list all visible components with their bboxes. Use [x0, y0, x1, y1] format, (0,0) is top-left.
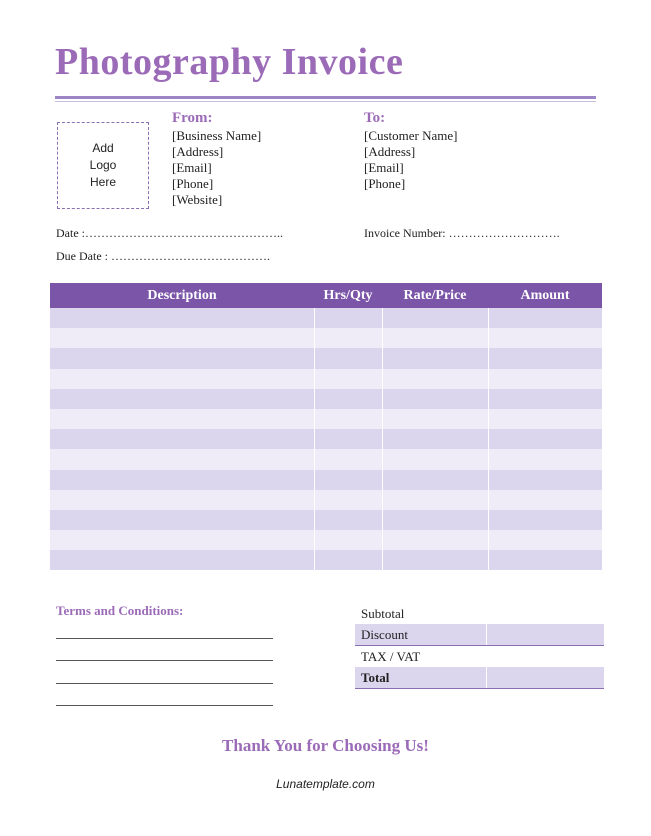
- total-row: [355, 667, 604, 689]
- amount-cell[interactable]: [488, 308, 602, 328]
- from-heading: From:: [172, 110, 213, 126]
- header-hrs-qty: Hrs/Qty: [314, 283, 382, 308]
- rate-price-cell[interactable]: [382, 449, 488, 469]
- hrs-qty-cell[interactable]: [314, 449, 382, 469]
- totals-table: [355, 603, 604, 689]
- table-row: [50, 308, 602, 328]
- description-cell[interactable]: [50, 348, 314, 368]
- logo-placeholder[interactable]: [57, 122, 149, 209]
- amount-cell[interactable]: [488, 530, 602, 550]
- amount-cell[interactable]: [488, 510, 602, 530]
- description-cell[interactable]: [50, 429, 314, 449]
- amount-cell[interactable]: [488, 429, 602, 449]
- hrs-qty-cell[interactable]: [314, 389, 382, 409]
- table-row: [50, 530, 602, 550]
- amount-cell[interactable]: [488, 470, 602, 490]
- date-field[interactable]: Date :…………………………………………..: [56, 226, 283, 240]
- from-address[interactable]: [Address]: [172, 144, 224, 159]
- title-divider: [55, 96, 596, 99]
- to-phone[interactable]: [Phone]: [364, 176, 406, 191]
- invoice-number-field[interactable]: Invoice Number: ……………………….: [364, 226, 560, 240]
- rate-price-cell[interactable]: [382, 328, 488, 348]
- table-row: [50, 490, 602, 510]
- thank-you-message: Thank You for Choosing Us!: [222, 736, 429, 755]
- to-customer-name[interactable]: [Customer Name]: [364, 128, 458, 143]
- rate-price-cell[interactable]: [382, 550, 488, 570]
- hrs-qty-cell[interactable]: [314, 490, 382, 510]
- table-header-row: [50, 283, 602, 308]
- subtotal-label: Subtotal: [361, 605, 405, 621]
- rate-price-cell[interactable]: [382, 429, 488, 449]
- terms-line[interactable]: [56, 660, 273, 661]
- table-row: [50, 449, 602, 469]
- description-cell[interactable]: [50, 409, 314, 429]
- header-description: Description: [50, 283, 314, 308]
- table-row: [50, 510, 602, 530]
- table-row: [50, 348, 602, 368]
- hrs-qty-cell[interactable]: [314, 348, 382, 368]
- from-block: [172, 110, 261, 208]
- header-amount: Amount: [488, 283, 602, 308]
- line-items-table: [50, 283, 602, 570]
- amount-cell[interactable]: [488, 490, 602, 510]
- subtotal-row: [355, 603, 604, 624]
- table-row: [50, 389, 602, 409]
- table-row: [50, 328, 602, 348]
- description-cell[interactable]: [50, 389, 314, 409]
- total-label: Total: [355, 667, 486, 689]
- hrs-qty-cell[interactable]: [314, 550, 382, 570]
- amount-cell[interactable]: [488, 369, 602, 389]
- description-cell[interactable]: [50, 550, 314, 570]
- line-items-body: [50, 308, 602, 570]
- subtotal-value[interactable]: [486, 603, 604, 624]
- description-cell[interactable]: [50, 449, 314, 469]
- table-row: [50, 470, 602, 490]
- footer-website[interactable]: Lunatemplate.com: [276, 777, 375, 791]
- from-email[interactable]: [Email]: [172, 160, 212, 175]
- to-email[interactable]: [Email]: [364, 160, 404, 175]
- description-cell[interactable]: [50, 510, 314, 530]
- terms-heading: Terms and Conditions:: [56, 603, 184, 618]
- rate-price-cell[interactable]: [382, 530, 488, 550]
- amount-cell[interactable]: [488, 328, 602, 348]
- description-cell[interactable]: [50, 308, 314, 328]
- amount-cell[interactable]: [488, 550, 602, 570]
- invoice-title: Photography Invoice: [55, 41, 404, 83]
- hrs-qty-cell[interactable]: [314, 328, 382, 348]
- from-business-name[interactable]: [Business Name]: [172, 128, 262, 143]
- to-address[interactable]: [Address]: [364, 144, 416, 159]
- rate-price-cell[interactable]: [382, 308, 488, 328]
- tax-value[interactable]: [486, 646, 604, 668]
- table-row: [50, 409, 602, 429]
- hrs-qty-cell[interactable]: [314, 409, 382, 429]
- tax-label: TAX / VAT: [361, 648, 421, 664]
- amount-cell[interactable]: [488, 409, 602, 429]
- to-block: [364, 110, 458, 192]
- description-cell[interactable]: [50, 530, 314, 550]
- table-row: [50, 550, 602, 570]
- logo-placeholder-text: Add Logo Here: [89, 141, 117, 189]
- discount-label: Discount: [355, 624, 486, 646]
- hrs-qty-cell[interactable]: [314, 510, 382, 530]
- rate-price-cell[interactable]: [382, 389, 488, 409]
- discount-value[interactable]: [486, 624, 604, 646]
- terms-line[interactable]: [56, 638, 273, 639]
- discount-row: [355, 624, 604, 646]
- hrs-qty-cell[interactable]: [314, 470, 382, 490]
- amount-cell[interactable]: [488, 348, 602, 368]
- description-cell[interactable]: [50, 369, 314, 389]
- hrs-qty-cell[interactable]: [314, 530, 382, 550]
- description-cell[interactable]: [50, 470, 314, 490]
- description-cell[interactable]: [50, 490, 314, 510]
- rate-price-cell[interactable]: [382, 409, 488, 429]
- to-heading: To:: [364, 110, 386, 126]
- table-row: [50, 369, 602, 389]
- rate-price-cell[interactable]: [382, 348, 488, 368]
- description-cell[interactable]: [50, 328, 314, 348]
- total-value[interactable]: [486, 667, 604, 689]
- rate-price-cell[interactable]: [382, 490, 488, 510]
- amount-cell[interactable]: [488, 449, 602, 469]
- hrs-qty-cell[interactable]: [314, 429, 382, 449]
- title-divider-thin: [55, 101, 596, 102]
- terms-line[interactable]: [56, 683, 273, 684]
- from-website[interactable]: [Website]: [172, 192, 223, 207]
- header-rate-price: Rate/Price: [382, 283, 488, 308]
- table-row: [50, 429, 602, 449]
- from-phone[interactable]: [Phone]: [172, 176, 214, 191]
- rate-price-cell[interactable]: [382, 470, 488, 490]
- hrs-qty-cell[interactable]: [314, 308, 382, 328]
- hrs-qty-cell[interactable]: [314, 369, 382, 389]
- rate-price-cell[interactable]: [382, 510, 488, 530]
- rate-price-cell[interactable]: [382, 369, 488, 389]
- due-date-field[interactable]: Due Date : ………………………………….: [56, 249, 270, 263]
- amount-cell[interactable]: [488, 389, 602, 409]
- terms-line[interactable]: [56, 705, 273, 706]
- tax-row: [355, 646, 604, 668]
